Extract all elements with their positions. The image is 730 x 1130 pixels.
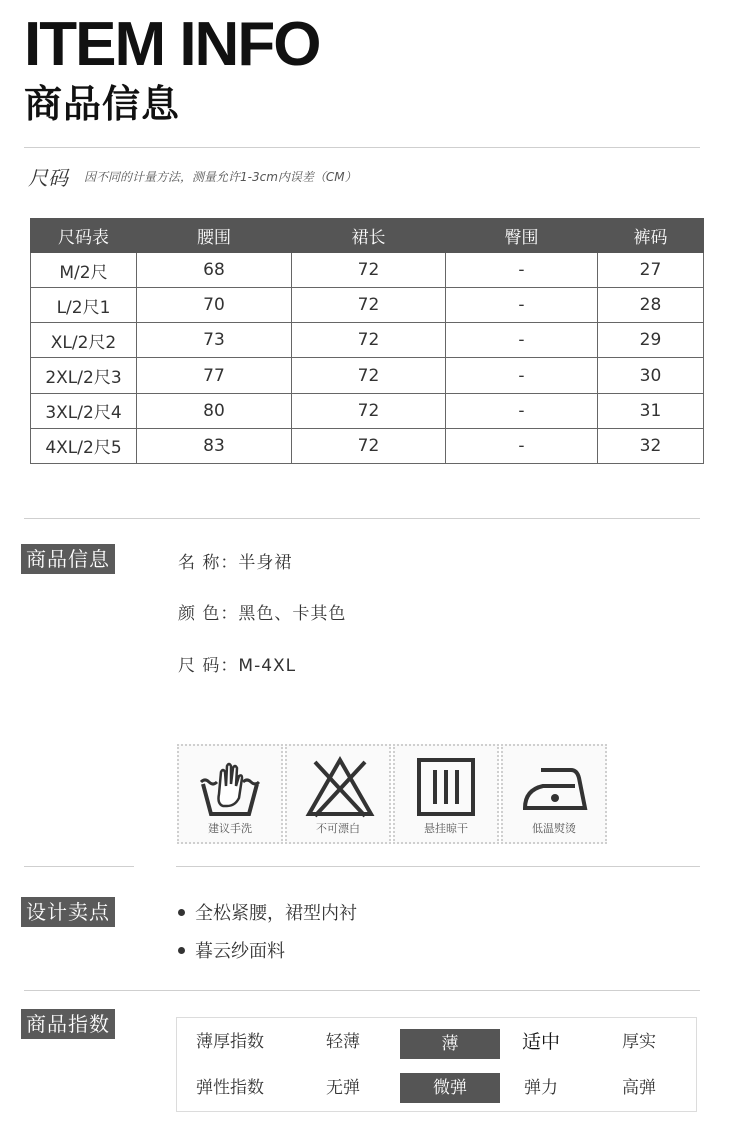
table-cell: XL/2尺2 xyxy=(31,323,137,358)
table-cell: - xyxy=(446,323,598,358)
table-cell: L/2尺1 xyxy=(31,288,137,323)
column-header: 尺码表 xyxy=(31,219,137,253)
table-cell: 28 xyxy=(598,288,704,323)
table-row xyxy=(31,253,704,288)
table-cell: 30 xyxy=(598,358,704,393)
table-row xyxy=(31,288,704,323)
divider xyxy=(24,866,134,867)
design-point xyxy=(178,937,285,963)
low-iron-icon xyxy=(521,754,591,820)
table-row xyxy=(31,358,704,393)
column-header: 裤码 xyxy=(598,219,704,253)
table-cell: M/2尺 xyxy=(31,253,137,288)
table-cell: 31 xyxy=(598,393,704,428)
table-cell: 27 xyxy=(598,253,704,288)
table-cell: 4XL/2尺5 xyxy=(31,428,137,463)
index-option: 高弹 xyxy=(622,1078,656,1098)
table-cell: 72 xyxy=(292,288,446,323)
column-header: 腰围 xyxy=(137,219,292,253)
title-english: ITEM INFO xyxy=(24,10,320,79)
index-table xyxy=(176,1017,697,1112)
index-tag: 商品指数 xyxy=(21,1009,115,1039)
table-cell: 72 xyxy=(292,358,446,393)
care-label: 建议手洗 xyxy=(208,822,252,835)
table-cell: 72 xyxy=(292,393,446,428)
divider xyxy=(176,866,700,867)
column-header: 裙长 xyxy=(292,219,446,253)
table-cell: 2XL/2尺3 xyxy=(31,358,137,393)
table-cell: 72 xyxy=(292,323,446,358)
design-point xyxy=(178,899,357,925)
table-cell: - xyxy=(446,288,598,323)
index-option: 弹力 xyxy=(524,1078,558,1098)
design-point-text: 暮云纱面料 xyxy=(195,941,285,962)
hang-dry-icon xyxy=(413,754,479,820)
table-cell: 72 xyxy=(292,253,446,288)
index-option-selected: 薄 xyxy=(400,1029,500,1059)
bullet-dot xyxy=(178,909,185,916)
table-cell: - xyxy=(446,253,598,288)
design-point-text: 全松紧腰，裙型内衬 xyxy=(195,903,357,924)
divider xyxy=(24,518,700,519)
column-header: 臀围 xyxy=(446,219,598,253)
size-note: 因不同的计量方法，测量允许1-3cm内误差（CM） xyxy=(84,170,357,184)
table-cell: - xyxy=(446,393,598,428)
table-cell: - xyxy=(446,428,598,463)
index-option: 无弹 xyxy=(326,1078,360,1098)
care-item xyxy=(177,744,283,844)
size-label: 尺码 xyxy=(28,166,68,190)
table-cell: 70 xyxy=(137,288,292,323)
index-label: 薄厚指数 xyxy=(196,1032,264,1052)
care-label: 不可漂白 xyxy=(316,822,360,835)
index-label: 弹性指数 xyxy=(196,1078,264,1098)
care-item xyxy=(393,744,499,844)
title-chinese: 商品信息 xyxy=(24,82,181,126)
hand-wash-icon xyxy=(197,754,263,820)
size-table xyxy=(30,218,704,464)
table-cell: 68 xyxy=(137,253,292,288)
index-option: 厚实 xyxy=(622,1032,656,1052)
table-cell: 29 xyxy=(598,323,704,358)
care-label: 悬挂晾干 xyxy=(424,822,468,835)
care-label: 低温熨烫 xyxy=(532,822,576,835)
table-cell: 32 xyxy=(598,428,704,463)
product-name: 名 称：半身裙 xyxy=(178,553,293,573)
table-row xyxy=(31,393,704,428)
product-size: 尺 码：M-4XL xyxy=(178,656,297,676)
no-bleach-icon xyxy=(305,754,375,820)
table-cell: 73 xyxy=(137,323,292,358)
table-cell: 72 xyxy=(292,428,446,463)
table-cell: 80 xyxy=(137,393,292,428)
table-row xyxy=(31,323,704,358)
table-cell: - xyxy=(446,358,598,393)
product-color: 颜 色：黑色、卡其色 xyxy=(178,604,347,624)
bullet-dot xyxy=(178,947,185,954)
table-cell: 3XL/2尺4 xyxy=(31,393,137,428)
divider xyxy=(24,990,700,991)
design-tag: 设计卖点 xyxy=(21,897,115,927)
index-option: 适中 xyxy=(521,1031,560,1053)
index-option: 轻薄 xyxy=(326,1032,360,1052)
care-item xyxy=(285,744,391,844)
index-option-selected: 微弹 xyxy=(400,1073,500,1103)
table-row xyxy=(31,428,704,463)
table-header-row xyxy=(31,219,704,253)
table-cell: 77 xyxy=(137,358,292,393)
product-info-tag: 商品信息 xyxy=(21,544,115,574)
care-item xyxy=(501,744,607,844)
divider xyxy=(24,147,700,148)
table-cell: 83 xyxy=(137,428,292,463)
